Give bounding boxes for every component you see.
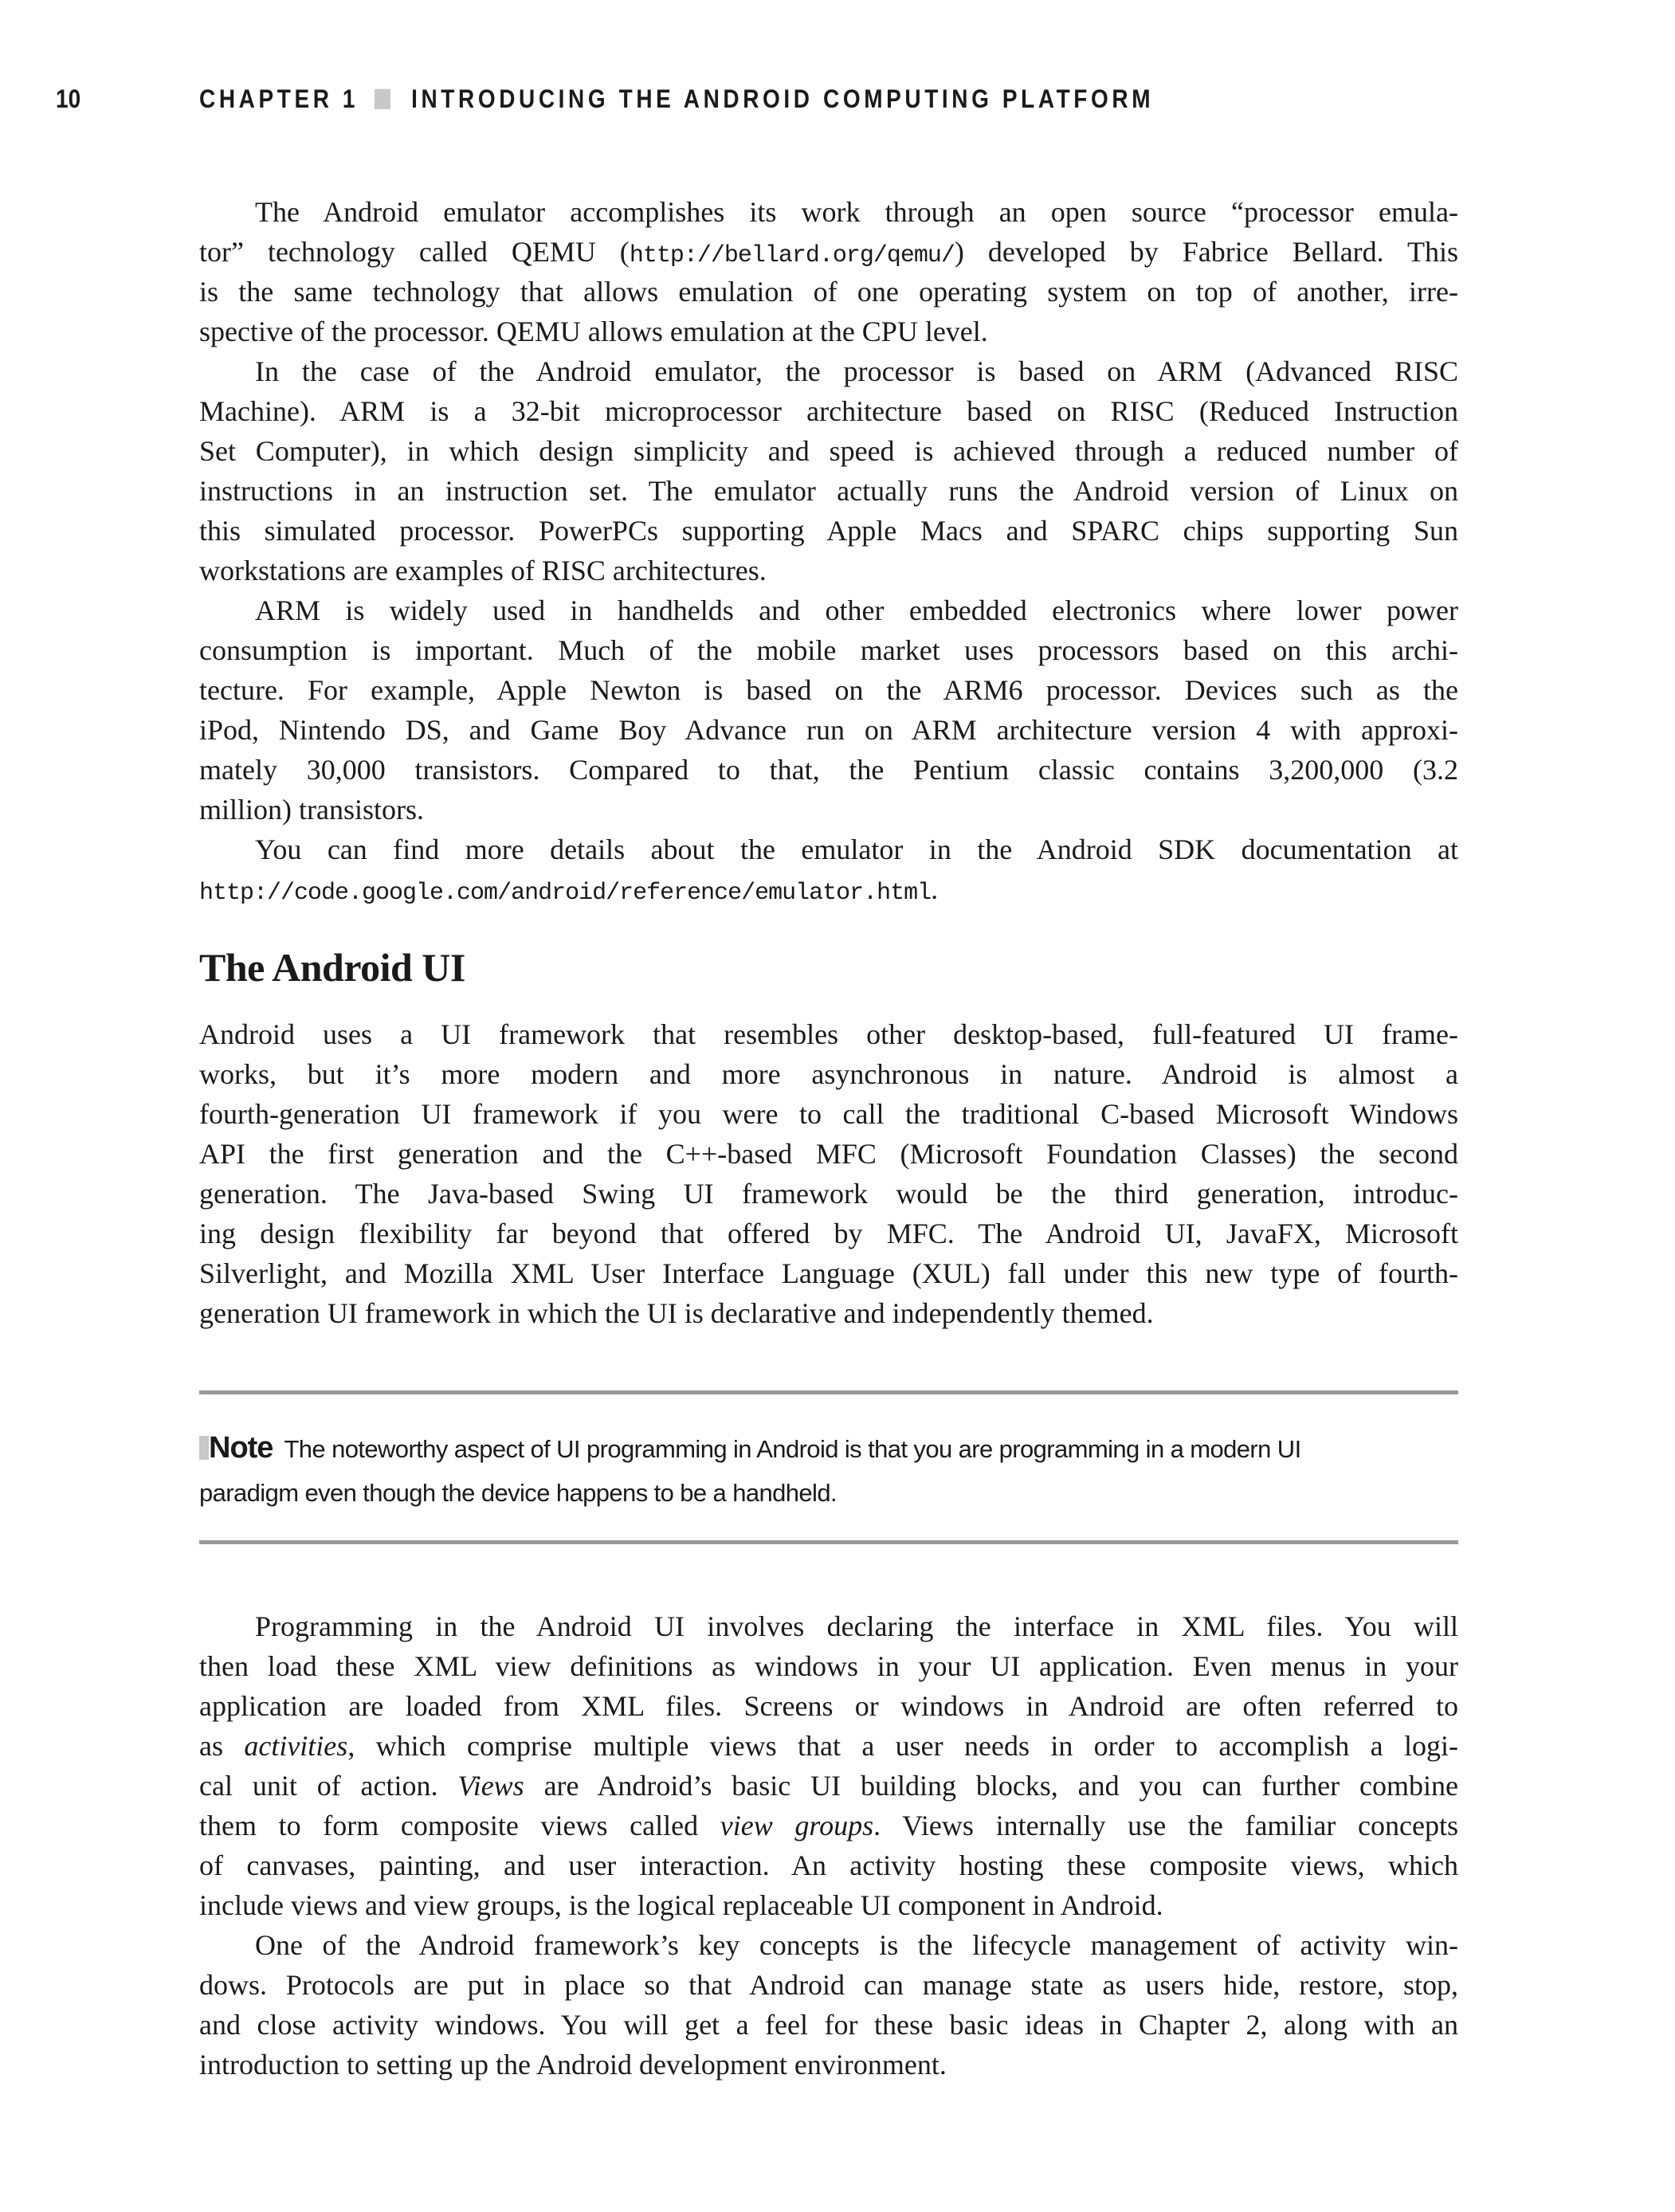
chapter-title: INTRODUCING THE ANDROID COMPUTING PLATFORM [411,84,1155,113]
text-line [199,670,1458,710]
text-segment: include views and view groups, is the logical replaceable UI component in Android. [199,1889,1163,1921]
body-text-ui-overview [199,1014,1458,1333]
text-line [199,351,1458,391]
text-segment: application are loaded from XML files. Screens or windows in Android are often referred to [199,1690,1458,1722]
emphasized-term: view groups [720,1810,874,1841]
text-segment: are Android’s basic UI building blocks, and you can further combine [524,1770,1458,1802]
text-segment: of canvases, painting, and user interaction. An activity hosting these composite views, which [199,1849,1458,1881]
text-segment: Machine). ARM is a 32-bit microprocessor architecture based on RISC (Reduced Instruction [199,395,1458,427]
text-segment: In the case of the Android emulator, the processor is based on ARM (Advanced RISC [255,355,1458,387]
page-number: 10 [56,84,81,113]
text-line [199,750,1458,790]
text-segment: Android uses a UI framework that resembles other desktop-based, full-featured UI frame- [199,1018,1458,1050]
emphasized-term: activities [244,1730,348,1762]
text-line [199,471,1458,511]
text-line [199,630,1458,670]
text-line [199,1806,1458,1845]
text-segment: them to form composite views called [199,1810,720,1841]
text-segment: The Android emulator accomplishes its work through an open source “processor emula- [255,196,1458,228]
text-segment: . Views internally use the familiar concepts [873,1810,1458,1841]
text-line [199,1134,1458,1174]
text-line [199,431,1458,471]
note-bottom-rule [199,1540,1458,1544]
text-line [199,1965,1458,2005]
text-line [199,1054,1458,1094]
text-line [199,1253,1458,1293]
text-line [199,2045,1458,2085]
text-line [199,192,1458,232]
text-line [199,590,1458,630]
text-segment: ARM is widely used in handhelds and other embedded electronics where lower power [255,594,1458,626]
text-segment: generation. The Java-based Swing UI framework would be the third generation, introduc- [199,1178,1458,1210]
text-line [199,391,1458,431]
body-text-intro [199,192,1458,909]
text-line [199,1014,1458,1054]
text-segment: is the same technology that allows emulation of one operating system on top of another, irre- [199,276,1458,308]
text-segment: instructions in an instruction set. The emulator actually runs the Android version of Linux on [199,475,1458,507]
note-top-rule [199,1390,1458,1394]
text-line [199,1686,1458,1726]
text-line [199,551,1458,590]
text-line [199,1845,1458,1885]
note-marker [199,1436,209,1460]
text-segment: then load these XML view definitions as windows in your UI application. Even menus in your [199,1650,1458,1682]
running-header [199,84,1154,114]
note-text-line-1: The noteworthy aspect of UI programming in Android is that you are programming in a modern UI [284,1435,1301,1463]
text-segment: API the first generation and the C++-based MFC (Microsoft Foundation Classes) the second [199,1138,1458,1170]
note-text-line-2: paradigm even though the device happens to be a handheld. [199,1479,838,1507]
text-line [199,272,1458,312]
text-segment: cal unit of action. [199,1770,458,1802]
text-line [199,710,1458,750]
text-segment: , which comprise multiple views that a user needs in order to accomplish a logi- [347,1730,1458,1762]
text-segment: ) developed by Fabrice Bellard. This [954,236,1459,268]
text-segment: works, but it’s more modern and more asynchronous in nature. Android is almost a [199,1058,1458,1090]
text-segment: ing design flexibility far beyond that offered by MFC. The Android UI, JavaFX, Microsoft [199,1218,1458,1249]
chapter-label: CHAPTER 1 [199,84,359,113]
text-line [199,1726,1458,1766]
text-line [199,830,1458,869]
text-segment: dows. Protocols are put in place so that Android can manage state as users hide, restore, stop, [199,1969,1458,2001]
text-line [199,1766,1458,1806]
url-text: http://bellard.org/qemu/ [629,242,955,269]
header-separator-square [375,89,390,109]
text-segment: Set Computer), in which design simplicity and speed is achieved through a reduced number of [199,435,1458,467]
note-label: Note [209,1431,273,1465]
text-line [199,312,1458,351]
text-segment: workstations are examples of RISC architectures. [199,555,767,586]
text-segment: million) transistors. [199,794,424,826]
body-text-ui-programming [199,1606,1458,2085]
text-segment: introduction to setting up the Android development environment. [199,2049,947,2081]
section-heading: The Android UI [199,945,465,990]
text-line [199,2005,1458,2045]
text-line [199,790,1458,830]
note-box [199,1426,1458,1515]
url-text: http://code.google.com/android/reference/emulator.html [199,880,932,907]
text-segment: and close activity windows. You will get a feel for these basic ideas in Chapter 2, along with an [199,2009,1458,2041]
text-line [199,1214,1458,1253]
text-line [199,232,1458,272]
text-segment: You can find more details about the emulator in the Android SDK documentation at [255,833,1458,865]
text-segment: Programming in the Android UI involves declaring the interface in XML files. You will [255,1610,1458,1642]
text-segment: generation UI framework in which the UI is declarative and independently themed. [199,1297,1154,1329]
text-segment: mately 30,000 transistors. Compared to that, the Pentium classic contains 3,200,000 (3.2 [199,754,1458,786]
text-segment: this simulated processor. PowerPCs supporting Apple Macs and SPARC chips supporting Sun [199,515,1458,547]
text-line [199,1925,1458,1965]
emphasized-term: Views [457,1770,524,1802]
text-segment: One of the Android framework’s key concepts is the lifecycle management of activity win- [255,1929,1458,1961]
text-line [199,511,1458,551]
text-line [199,1885,1458,1925]
text-segment: tor” technology called QEMU ( [199,236,630,268]
text-line [199,1094,1458,1134]
text-line [199,1293,1458,1333]
text-line [199,1174,1458,1214]
text-segment: consumption is important. Much of the mobile market uses processors based on this archi- [199,634,1458,666]
text-segment: fourth-generation UI framework if you were to call the traditional C-based Microsoft Windows [199,1098,1458,1130]
text-line [199,1606,1458,1646]
text-segment: iPod, Nintendo DS, and Game Boy Advance run on ARM architecture version 4 with approxi- [199,714,1458,746]
text-segment: as [199,1730,245,1762]
text-segment: tecture. For example, Apple Newton is based on the ARM6 processor. Devices such as the [199,674,1458,706]
text-line [199,1646,1458,1686]
text-segment: Silverlight, and Mozilla XML User Interface Language (XUL) fall under this new type of fourth- [199,1257,1458,1289]
text-segment: spective of the processor. QEMU allows emulation at the CPU level. [199,316,988,347]
text-segment: . [931,873,939,905]
text-line [199,869,1458,909]
